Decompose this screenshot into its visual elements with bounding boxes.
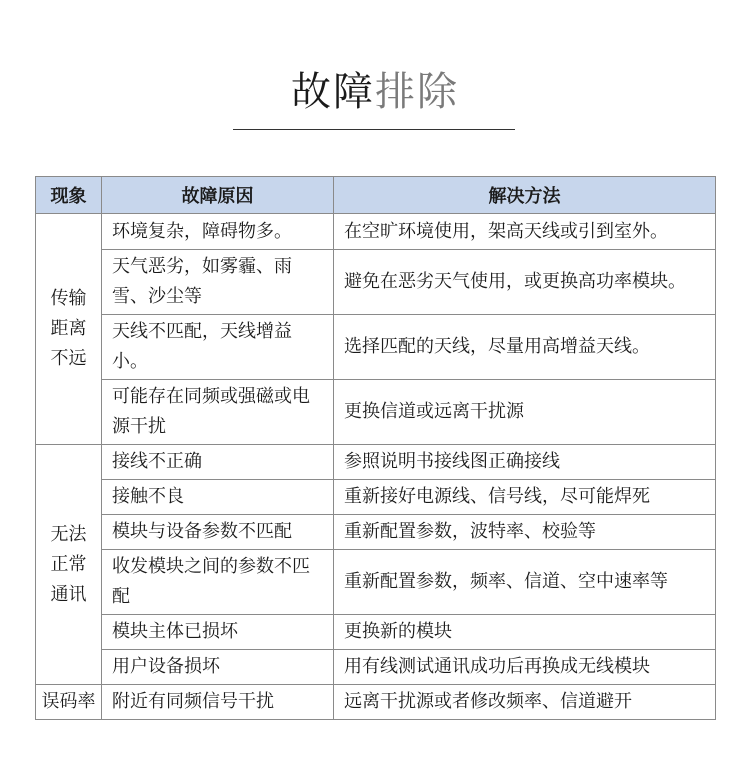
cause-cell: 环境复杂，障碍物多。 [102,214,334,250]
cause-cell: 用户设备损坏 [102,650,334,685]
solution-cell: 重新配置参数，频率、信道、空中速率等 [334,550,716,615]
solution-cell: 避免在恶劣天气使用，或更换高功率模块。 [334,250,716,315]
cause-cell: 附近有同频信号干扰 [102,685,334,720]
table-row [36,250,716,315]
phenomenon-text: 传输距离不远 [50,288,87,369]
solution-cell: 用有线测试通讯成功后再换成无线模块 [334,650,716,685]
table-row [36,214,716,250]
solution-cell: 在空旷环境使用，架高天线或引到室外。 [334,214,716,250]
page-title [0,64,750,120]
solution-cell: 重新接好电源线、信号线，尽可能焊死 [334,480,716,515]
solution-cell: 更换信道或远离干扰源 [334,380,716,445]
cause-cell: 天线不匹配，天线增益小。 [102,315,334,380]
cause-cell: 接线不正确 [102,445,334,480]
cause-cell: 收发模块之间的参数不匹配 [102,550,334,615]
table-row [36,550,716,615]
table-row [36,480,716,515]
solution-cell: 重新配置参数，波特率、校验等 [334,515,716,550]
solution-cell: 参照说明书接线图正确接线 [334,445,716,480]
title-part-light: 排除 [375,69,459,115]
table-row [36,445,716,480]
header-solution: 解决方法 [334,177,716,214]
table-row [36,615,716,650]
table-row [36,380,716,445]
cause-cell: 天气恶劣，如雾霾、雨雪、沙尘等 [102,250,334,315]
phenomenon-cell [36,214,102,445]
cause-cell: 模块主体已损坏 [102,615,334,650]
header-cause: 故障原因 [102,177,334,214]
cause-cell: 模块与设备参数不匹配 [102,515,334,550]
troubleshooting-table [35,176,716,720]
title-underline [233,129,515,130]
phenomenon-text: 无法正常通讯 [50,523,87,605]
table-row [36,515,716,550]
table-row [36,650,716,685]
table-header-row [36,177,716,214]
solution-cell: 选择匹配的天线，尽量用高增益天线。 [334,315,716,380]
table-row [36,685,716,720]
phenomenon-cell [36,445,102,685]
cause-cell: 接触不良 [102,480,334,515]
title-part-dark: 故障 [291,69,375,115]
table-row [36,315,716,380]
solution-cell: 远离干扰源或者修改频率、信道避开 [334,685,716,720]
cause-cell: 可能存在同频或强磁或电源干扰 [102,380,334,445]
phenomenon-cell: 误码率 [36,685,102,720]
solution-cell: 更换新的模块 [334,615,716,650]
header-phenomenon: 现象 [36,177,102,214]
